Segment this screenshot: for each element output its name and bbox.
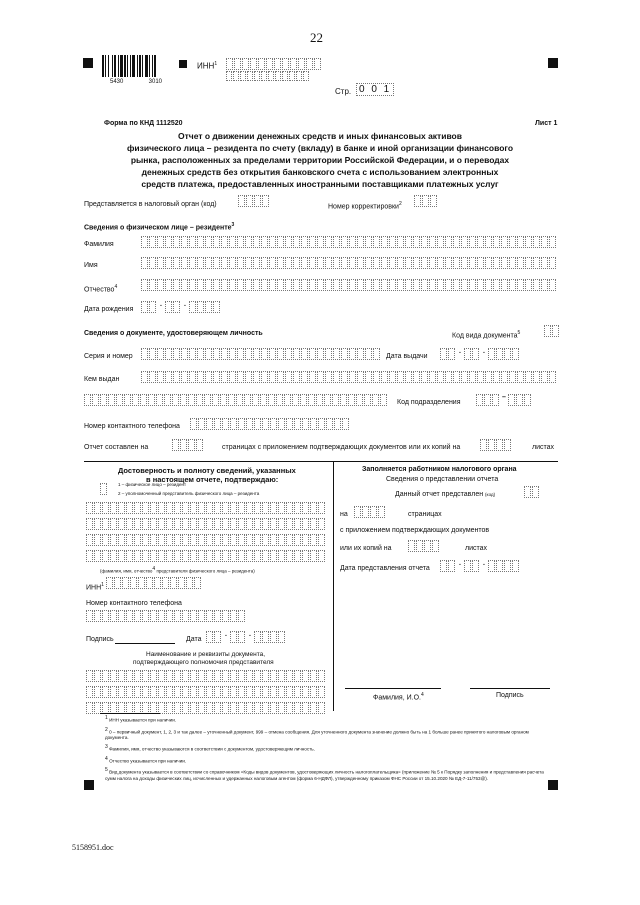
presented-code-cells[interactable] <box>524 486 540 498</box>
poa-row-2[interactable] <box>86 686 326 698</box>
on-label: на <box>340 511 348 518</box>
official-heading: Заполняется работником налогового органа <box>362 466 517 473</box>
doc-code-cells[interactable] <box>544 325 560 337</box>
series-number-cells[interactable] <box>141 348 381 360</box>
surname-cells[interactable] <box>141 236 557 248</box>
footnote-2: $^2$ 0 – первичный документ, 1, 2, 3 и так далее – уточненный документ, 999 – отмена сообщения. Для уточненного документа значение должно быть на 1 больше ранее принятого налоговым органом документа. <box>105 726 529 741</box>
footnotes <box>105 715 545 782</box>
official-sheets-label: листах <box>465 545 488 552</box>
correction-label: Номер корректировки$^2$ <box>328 201 402 211</box>
birth-date-cells[interactable]: . . <box>141 301 221 313</box>
confirm-heading-2: в настоящем отчете, подтверждаю: <box>146 475 279 484</box>
footnote-separator <box>100 713 160 714</box>
footnote-4: $^4$ Отчество указывается при наличии. <box>105 755 187 764</box>
phone-label: Номер контактного телефона <box>84 423 180 430</box>
with-docs-label: с приложением подтверждающих документов <box>340 527 490 534</box>
name-label: Имя <box>84 262 98 269</box>
file-name: 5158951.doc <box>72 843 114 852</box>
name-cells[interactable] <box>141 257 557 269</box>
person-section-title: Сведения о физическом лице – резиденте$^3$ <box>84 222 235 232</box>
barcode-number-2: 3010 <box>148 79 162 85</box>
official-sign-line[interactable] <box>470 688 550 689</box>
dept-code-label: Код подразделения <box>397 399 461 406</box>
rep-date-cells[interactable]: . . <box>206 631 286 643</box>
inn-cells-row2[interactable] <box>226 71 310 81</box>
rep-name-row-2[interactable] <box>86 518 326 530</box>
date-presented-label: Дата представления отчета <box>340 565 430 572</box>
dept-code-cells[interactable]: – <box>476 394 532 406</box>
report-on-label: Отчет составлен на <box>84 444 149 451</box>
confirm-type-cell[interactable] <box>100 483 108 495</box>
birth-date-label: Дата рождения <box>84 306 134 313</box>
registration-mark-bottom-left <box>84 780 94 790</box>
series-number-label: Серия и номер <box>84 353 133 360</box>
official-pages-label: страницах <box>408 511 442 518</box>
presented-label: Данный отчет представлен (код) <box>395 491 496 498</box>
page-label: Стр. <box>335 87 352 96</box>
patronymic-cells[interactable] <box>141 279 557 291</box>
rep-inn-cells[interactable] <box>106 577 202 589</box>
form-code: Форма по КНД 1112520 <box>104 120 183 127</box>
tax-authority-label: Представляется в налоговый орган (код) <box>84 201 217 208</box>
official-subheading: Сведения о представлении отчета <box>386 476 499 483</box>
footnote-3: $^3$ Фамилия, имя, отчество указываются в соответствии с документом, удостоверяющим личность. <box>105 744 315 752</box>
confirm-heading-1: Достоверность и полноту сведений, указанных <box>118 466 296 475</box>
rep-sign-line[interactable] <box>115 643 175 644</box>
inn-label: ИНН$^1$ <box>197 61 218 71</box>
issued-by-label: Кем выдан <box>84 376 120 383</box>
issue-date-label: Дата выдачи <box>386 353 428 360</box>
inn-cells[interactable] <box>226 58 322 70</box>
rep-name-row-3[interactable] <box>86 534 326 546</box>
sheet-label: Лист 1 <box>535 120 558 127</box>
rep-sign-label: Подпись <box>86 636 114 643</box>
confirm-option-2: 2 – уполномоченный представитель физического лица – резидента <box>118 491 260 496</box>
poa-row-1[interactable] <box>86 670 326 682</box>
report-pages-cells[interactable] <box>172 439 204 451</box>
official-fio-label: Фамилия, И.О.$^4$ <box>373 692 424 702</box>
rep-date-label: Дата <box>186 636 202 643</box>
official-sign-label: Подпись <box>496 692 524 699</box>
rep-name-row-1[interactable] <box>86 502 326 514</box>
phone-cells[interactable] <box>190 418 350 430</box>
issue-date-cells[interactable]: . . <box>440 348 520 360</box>
poa-heading-1: Наименование и реквизиты документа, <box>146 651 266 658</box>
poa-heading-2: подтверждающего полномочия представителя <box>133 659 274 666</box>
official-pages-cells[interactable] <box>354 506 386 518</box>
tax-authority-cells[interactable] <box>238 195 270 207</box>
doc-code-label: Код вида документа$^5$ <box>452 330 521 340</box>
footnote-5: $^5$ Вид документа указывается в соответствии со справочником «Коды видов документов, удостоверяющих личность налогоплательщика» (приложение № 5 к Порядку заполнения и представления расчета сумм налога на доходы физических лиц, исчисленных и удержанных налоговым агентом (форма 6-НДФЛ), утвержденному приказом ФНС России от 15.10.2020 № ЕД-7-11/753@). <box>105 767 544 781</box>
registration-mark-small <box>179 60 187 68</box>
patronymic-label: Отчество$^4$ <box>84 284 118 294</box>
registration-mark-right <box>548 58 558 68</box>
rep-phone-label: Номер контактного телефона <box>86 600 182 607</box>
correction-cells[interactable] <box>414 195 438 207</box>
footnote-1: $^1$ ИНН указывается при наличии. <box>105 715 177 723</box>
official-sheets-cells[interactable] <box>408 540 440 552</box>
report-pages-label: страницах с приложением подтверждающих документов или их копий на <box>222 444 461 451</box>
box-top-line <box>84 461 558 462</box>
official-fio-line[interactable] <box>345 688 441 689</box>
report-sheets-label: листах <box>532 444 555 451</box>
rep-name-caption: (фамилия, имя, отчество$^4$ представителя физического лица – резидента) <box>100 566 255 574</box>
confirm-option-1: 1 – физическое лицо – резидент <box>118 482 187 487</box>
registration-mark <box>83 58 93 68</box>
rep-name-row-4[interactable] <box>86 550 326 562</box>
report-sheets-cells[interactable] <box>480 439 512 451</box>
surname-label: Фамилия <box>84 241 114 248</box>
copies-on-label: или их копий на <box>340 545 392 552</box>
registration-mark-bottom-right <box>548 780 558 790</box>
document-section-title: Сведения о документе, удостоверяющем личность <box>84 330 263 337</box>
rep-phone-cells[interactable] <box>86 610 246 622</box>
barcode-number-1: 5430 <box>110 79 124 85</box>
issued-by-cells-2[interactable] <box>84 394 388 406</box>
barcode <box>100 55 172 85</box>
form-title: Отчет о движении денежных средств и иных финансовых активов физического лица – резидента по счету (вкладу) в банке и иной организации финансового рынка, расположенных за пределами территории Российской Федерации, и о переводах денежных средств без открытия банковского счета с использованием электронных средств платежа, предоставленных иностранными поставщиками платежных услуг <box>126 131 514 189</box>
issued-by-cells[interactable] <box>141 371 557 383</box>
page-value: 0 0 1 <box>356 83 394 96</box>
page-number: 22 <box>310 30 323 45</box>
box-divider <box>333 461 334 711</box>
rep-inn-label: ИНН$^1$ <box>86 582 104 592</box>
date-presented-cells[interactable]: . . <box>440 560 520 572</box>
